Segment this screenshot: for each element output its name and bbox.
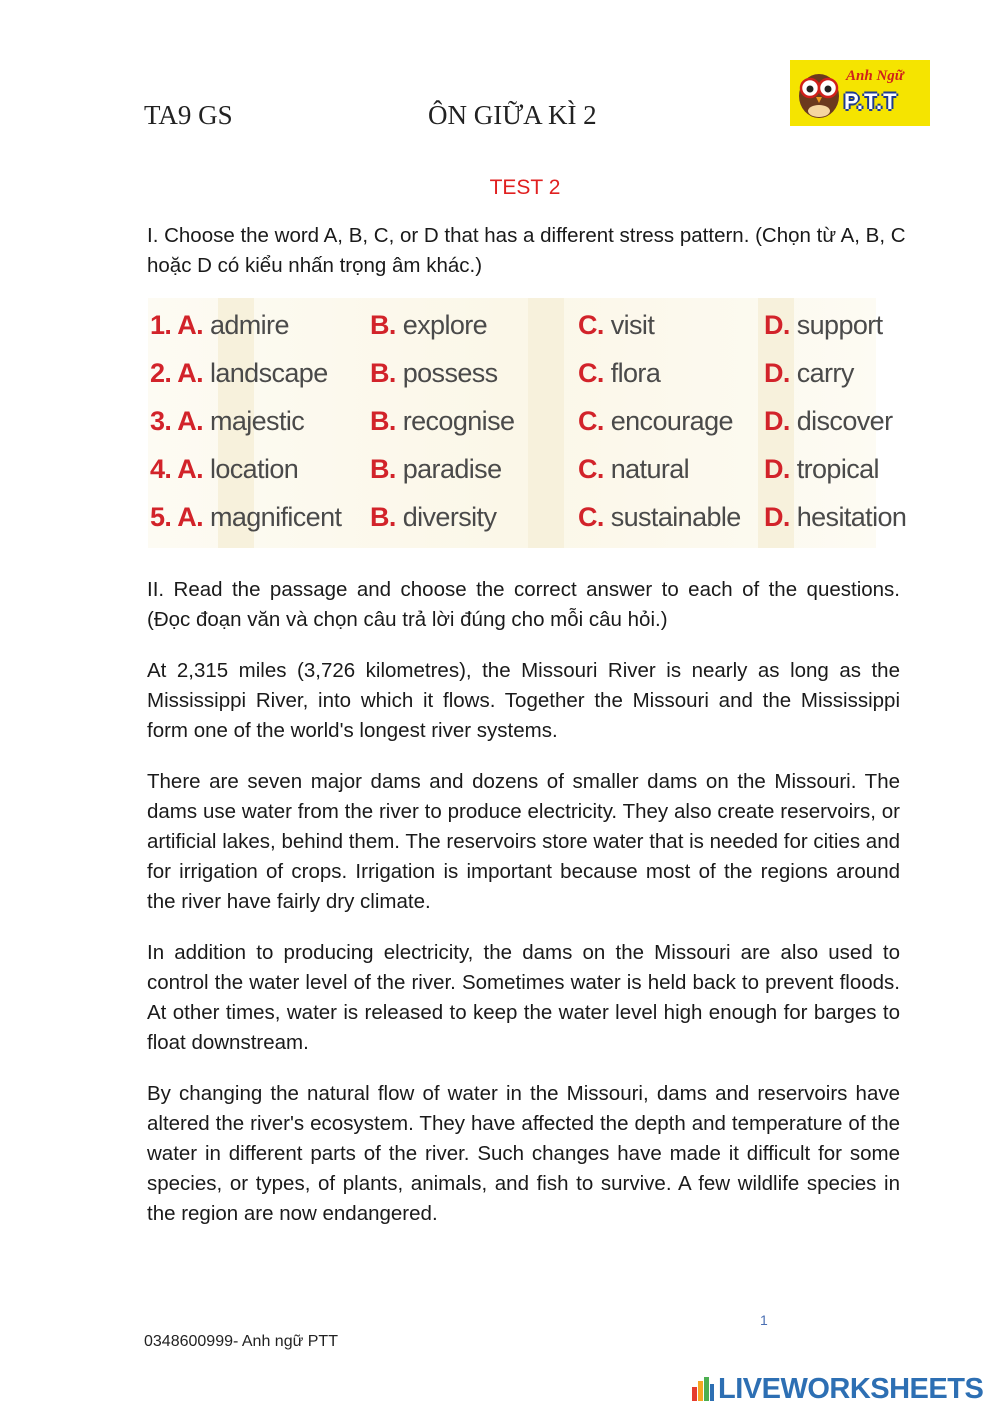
- liveworksheets-text: LIVEWORKSHEETS: [718, 1372, 984, 1405]
- option-b: B. possess: [370, 358, 498, 388]
- question-row: [148, 310, 908, 358]
- option-a: 3. A. majestic: [150, 406, 305, 436]
- page-number: 1: [760, 1312, 768, 1328]
- option-a: 4. A. location: [150, 454, 299, 484]
- question-row: [148, 502, 908, 550]
- question-row: [148, 406, 908, 454]
- section2-instruction: II. Read the passage and choose the correct answer to each of the questions. (Đọc đoạn văn và chọn câu trả lời đúng cho mỗi câu hỏi.): [147, 578, 900, 631]
- passage-paragraph: In addition to producing electricity, the dams on the Missouri are also used to control the water level of the river. Sometimes water is held back to prevent floods. At other times, water is released to keep the water level high enough for barges to float downstream.: [147, 941, 900, 1054]
- option-b: B. recognise: [370, 406, 515, 436]
- question-row: [148, 358, 908, 406]
- test-title: TEST 2: [489, 176, 561, 199]
- option-c: C. encourage: [578, 406, 733, 436]
- option-d: D. hesitation: [764, 502, 907, 532]
- logo-line2: P.T.T: [844, 89, 898, 114]
- header-course-code: TA9 GS: [144, 100, 233, 130]
- passage-paragraph: There are seven major dams and dozens of smaller dams on the Missouri. The dams use water from the river to produce electricity. They also create reservoirs, or artificial lakes, behind them. The reservoirs store water that is needed for cities and for irrigation of crops. Irrigation is important because most of the regions around the river have fairly dry climate.: [147, 770, 900, 913]
- liveworksheets-brand[interactable]: [692, 1372, 983, 1406]
- option-d: D. tropical: [764, 454, 879, 484]
- owl-icon: [796, 66, 842, 120]
- option-b: B. explore: [370, 310, 488, 340]
- option-d: D. discover: [764, 406, 893, 436]
- option-c: C. natural: [578, 454, 690, 484]
- ptt-logo: [790, 60, 930, 126]
- option-b: B. diversity: [370, 502, 497, 532]
- stress-word-table: [148, 298, 907, 548]
- section1-instruction: I. Choose the word A, B, C, or D that has a different stress pattern. (Chọn từ A, B, C hoặc D có kiểu nhấn trọng âm khác.): [147, 224, 906, 277]
- header-title: ÔN GIỮA KÌ 2: [428, 100, 597, 130]
- option-b: B. paradise: [370, 454, 502, 484]
- footer-contact: 0348600999- Anh ngữ PTT: [144, 1333, 338, 1350]
- option-c: C. flora: [578, 358, 661, 388]
- option-a: 5. A. magnificent: [150, 502, 342, 532]
- liveworksheets-icon: [692, 1377, 714, 1401]
- option-a: 2. A. landscape: [150, 358, 328, 388]
- option-d: D. support: [764, 310, 883, 340]
- option-c: C. visit: [578, 310, 655, 340]
- logo-line1: Anh Ngữ: [846, 68, 904, 84]
- option-a: 1. A. admire: [150, 310, 289, 340]
- option-d: D. carry: [764, 358, 854, 388]
- question-row: [148, 454, 908, 502]
- passage-paragraph: At 2,315 miles (3,726 kilometres), the Missouri River is nearly as long as the Mississippi River, into which it flows. Together the Missouri and the Mississippi form one of the world's longest river systems.: [147, 659, 900, 742]
- passage-paragraph: By changing the natural flow of water in the Missouri, dams and reservoirs have altered the river's ecosystem. They have affected the depth and temperature of the water in different parts of the river. Such changes have made it difficult for some species, or types, of plants, animals, and fish to survive. A few wildlife species in the region are now endangered.: [147, 1082, 900, 1225]
- option-c: C. sustainable: [578, 502, 741, 532]
